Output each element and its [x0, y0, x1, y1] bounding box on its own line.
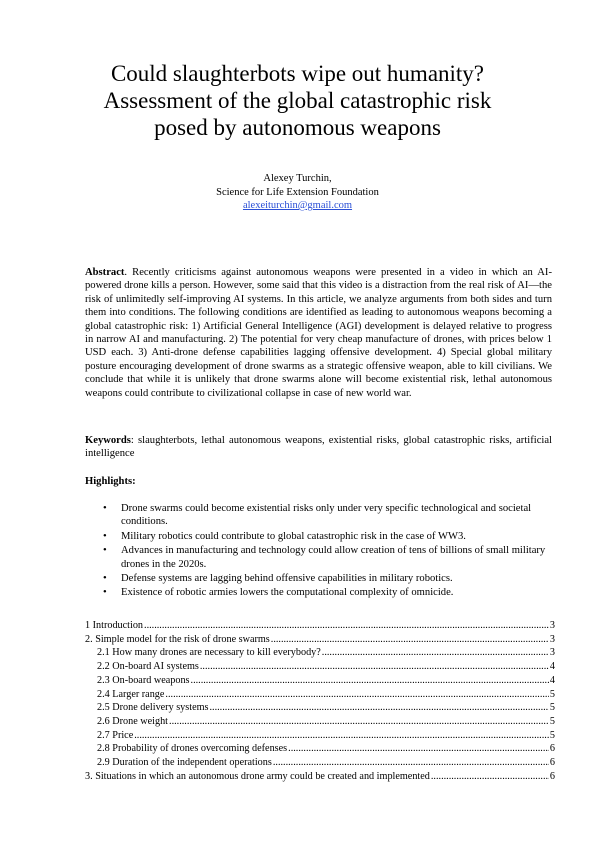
bullet-icon: • — [103, 530, 107, 542]
toc-entry-introduction[interactable] — [85, 619, 555, 633]
toc-leader-dots — [431, 770, 549, 784]
toc-entry-on-board-ai[interactable] — [85, 660, 555, 674]
toc-entry-page: 6 — [549, 757, 555, 769]
toc-leader-dots — [191, 674, 549, 688]
toc-entry-title: 2.6 Drone weight — [97, 715, 169, 727]
abstract-label: Abstract — [85, 267, 125, 278]
toc-entry-page: 5 — [549, 688, 555, 700]
bullet-icon: • — [103, 573, 107, 585]
toc-entry-price[interactable] — [85, 729, 555, 743]
toc-leader-dots — [322, 646, 549, 660]
keywords-label: Keywords — [85, 435, 131, 446]
toc-leader-dots — [134, 729, 549, 743]
toc-entry-page: 5 — [549, 729, 555, 741]
toc-leader-dots — [273, 756, 549, 770]
highlights-list — [85, 502, 552, 601]
toc-entry-title: 2.2 On-board AI systems — [97, 661, 199, 673]
highlight-text: Advances in manufacturing and technology could allow creation of tens of billions of small military drones in the 2020s. — [121, 545, 546, 570]
toc-entry-simple-model[interactable] — [85, 633, 555, 647]
toc-entry-duration[interactable] — [85, 756, 555, 770]
title-line-2: Assessment of the global catastrophic risk — [103, 88, 492, 113]
author-affiliation: Science for Life Extension Foundation — [216, 186, 379, 198]
toc-entry-title: 2.7 Price — [97, 729, 134, 741]
toc-entry-page: 3 — [549, 633, 555, 645]
toc-entry-title: 2. Simple model for the risk of drone swarms — [85, 633, 270, 645]
toc-entry-how-many-drones[interactable] — [85, 646, 555, 660]
toc-leader-dots — [144, 619, 549, 633]
toc-entry-page: 3 — [549, 647, 555, 659]
bullet-icon: • — [103, 587, 107, 599]
toc-leader-dots — [288, 742, 549, 756]
highlight-item — [85, 586, 552, 599]
toc-entry-title: 1 Introduction — [85, 620, 144, 631]
toc-entry-title: 2.8 Probability of drones overcoming defenses — [97, 743, 288, 755]
toc-entry-title: 3. Situations in which an autonomous drone army could be created and implemented — [85, 770, 430, 782]
toc-leader-dots — [209, 701, 548, 715]
title-line-3: posed by autonomous weapons — [154, 115, 441, 140]
toc-entry-title: 2.5 Drone delivery systems — [97, 702, 209, 714]
highlight-text: Defense systems are lagging behind offensive capabilities in military robotics. — [121, 573, 453, 585]
table-of-contents — [85, 619, 555, 783]
toc-entry-title: 2.4 Larger range — [97, 688, 165, 700]
bullet-icon: • — [103, 545, 107, 557]
highlight-item — [85, 572, 552, 585]
highlight-text: Existence of robotic armies lowers the computational complexity of omnicide. — [121, 587, 454, 599]
toc-entry-page: 4 — [549, 661, 555, 673]
toc-entry-drone-weight[interactable] — [85, 715, 555, 729]
title-line-1: Could slaughterbots wipe out humanity? — [110, 61, 485, 86]
toc-entry-title: 2.3 On-board weapons — [97, 674, 190, 686]
toc-entry-title: 2.9 Duration of the independent operations — [97, 757, 272, 769]
toc-leader-dots — [165, 688, 548, 702]
toc-entry-title: 2.1 How many drones are necessary to kill everybody? — [97, 647, 321, 659]
highlight-item — [85, 530, 552, 543]
highlight-item — [85, 502, 552, 529]
bullet-icon: • — [103, 503, 107, 514]
author-block — [60, 172, 535, 213]
highlight-item — [85, 544, 552, 571]
abstract-text: . Recently criticisms against autonomous weapons were presented in a video in which an AI-powered drone kills a person. However, some said that this video is a distraction from the real risk of AI—the risk of unlimitedly self-improving AI systems. In this article, we analyze arguments from both sides and turn them into conditions. The following conditions are identified as leading to autonomous weapons becoming a global catastrophic risk: 1) Artificial General Intelligence (AGI) development is delayed relative to progress in narrow AI and manufacturing. 2) The potential for very cheap manufacture of drones, with prices below 1 USD each. 3) Anti-drone defense capabilities lagging offensive development. 4) Special global military posture encouraging development of drone swarms as a strategic offensive weapon, able to kill civilians. We conclude that while it is unlikely that drone swarms alone will become existential risk, lethal autonomous weapons could contribute to civilizational collapse in case of new world war. — [85, 267, 552, 399]
paper-title — [60, 60, 535, 141]
toc-entry-page: 5 — [549, 715, 555, 727]
toc-entry-page: 5 — [549, 702, 555, 714]
toc-entry-overcoming-defenses[interactable] — [85, 742, 555, 756]
author-email-link[interactable]: alexeiturchin@gmail.com — [242, 200, 353, 211]
toc-entry-page: 6 — [549, 770, 555, 782]
highlights-heading: Highlights: — [85, 476, 136, 487]
toc-leader-dots — [200, 660, 549, 674]
highlight-text: Military robotics could contribute to global catastrophic risk in the case of WW3. — [121, 530, 466, 542]
keywords-text: : slaughterbots, lethal autonomous weapons, existential risks, global catastrophic risks, artificial intelligence — [85, 435, 552, 460]
toc-entry-on-board-weapons[interactable] — [85, 674, 555, 688]
abstract-paragraph — [85, 266, 552, 400]
toc-entry-delivery-systems[interactable] — [85, 701, 555, 715]
author-name: Alexey Turchin, — [263, 173, 332, 184]
toc-entry-larger-range[interactable] — [85, 688, 555, 702]
keywords-paragraph — [85, 434, 552, 461]
toc-leader-dots — [169, 715, 549, 729]
toc-entry-page: 4 — [549, 674, 555, 686]
toc-entry-page: 3 — [549, 620, 555, 631]
toc-leader-dots — [271, 633, 549, 647]
toc-entry-page: 6 — [549, 743, 555, 755]
toc-entry-situations[interactable] — [85, 770, 555, 784]
highlight-text: Drone swarms could become existential risks only under very specific technological and societal conditions. — [121, 503, 532, 528]
